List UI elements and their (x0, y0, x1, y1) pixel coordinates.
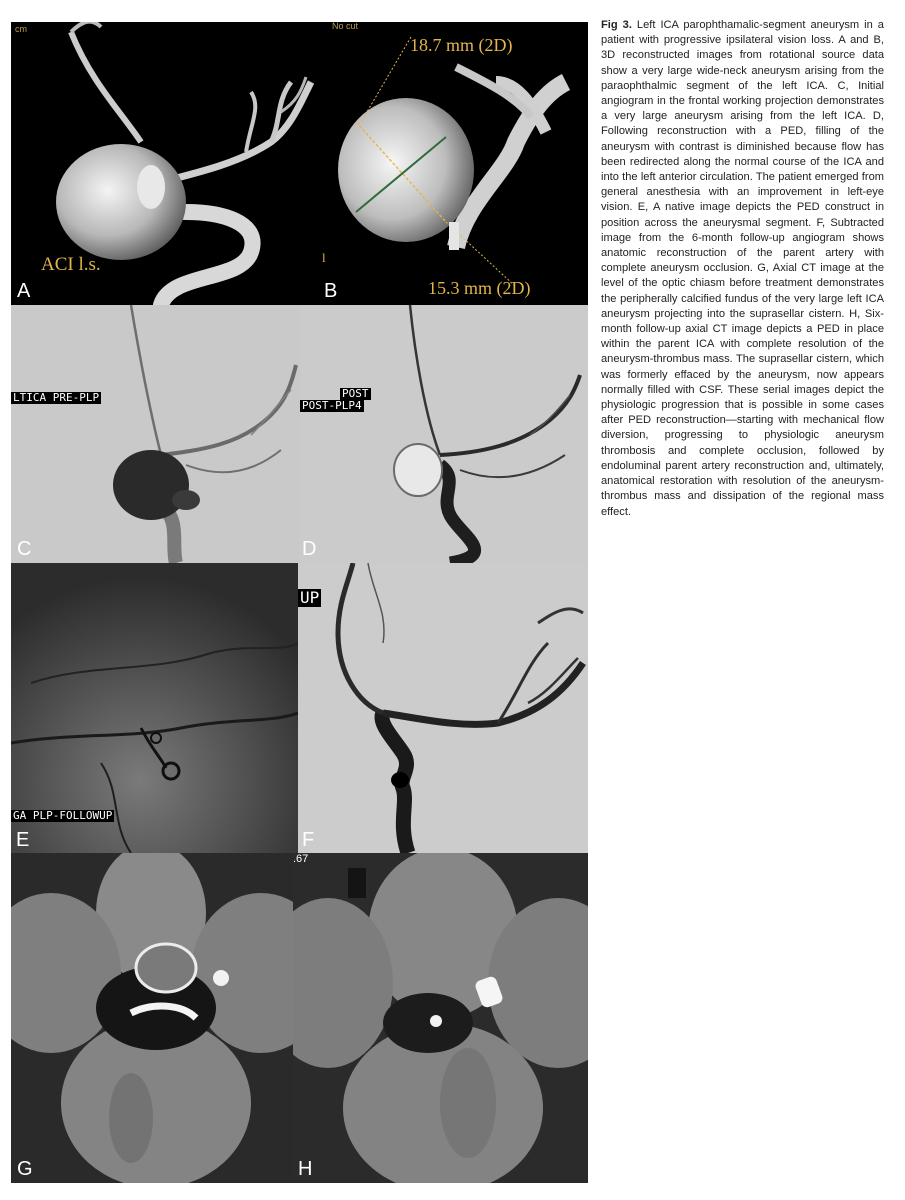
panel-c-angiogram-pre (11, 305, 300, 563)
panel-e-label: E (16, 829, 30, 851)
panel-e-native-image (11, 563, 298, 853)
panel-b-label: B (324, 280, 338, 302)
panel-b-image (316, 22, 588, 305)
panel-a-corner-text: cm (15, 24, 27, 34)
figure-caption (601, 18, 884, 520)
panel-b-corner-text: No cut (332, 22, 359, 31)
panel-b-marker: l (322, 250, 326, 265)
panel-d-overlay-line2: POST-PLP4 (302, 399, 362, 412)
panel-d-overlay-line1: POST (342, 387, 369, 400)
panel-d-angiogram-post (300, 305, 588, 563)
panel-g-axial-ct-pre (11, 853, 293, 1183)
panel-b-3d-measurement (316, 22, 588, 305)
panel-e-overlay-text: GA PLP-FOLLOWUP (13, 809, 113, 822)
panel-c-label: C (17, 538, 32, 560)
panel-h-axial-ct-followup (293, 853, 588, 1183)
panel-b-measure-2: 15.3 mm (2D) (428, 278, 531, 298)
caption-text: Left ICA parophthamalic-segment aneurysm in a patient with progressive ipsilateral vision loss. A and B, 3D reconstructed images from rotational source data show a very large wide-neck aneurysm arising from the paraophthalmic segment of the left ICA. C, Initial angiogram in the frontal working projection demonstrates a very large aneurysm arising from the left ICA. D, Following reconstruction with a PED, filling of the aneurysm with contrast is diminished because flow has been redirected along the normal course of the ICA and into the left anterior circulation. The patient emerged from general anesthesia with an improvement in left-eye vision. E, A native image depicts the PED construct in position across the aneurysmal segment. F, Subtracted image from the 6-month follow-up angiogram shows anatomic reconstruction of the parent artery with complete aneurysm occlusion. G, Axial CT image at the level of the optic chiasm before treatment demonstrates the peripherally calcified fundus of the very large left ICA aneurysm projecting into the suprasellar cistern. H, Six-month follow-up axial CT image depicts a PED in place within the parent ICA with complete resolution of the aneurysm-thrombus mass. The suprasellar cistern, which was formerly effaced by the aneurysm, now appears normally filled with CSF. These serial images depict the physiologic progression that is possible in some cases after PED reconstruction—starting with mechanical flow diversion, progressing to physiologic aneurysm thrombosis and complete occlusion, followed by endoluminal parent artery reconstruction and, ultimately, anatomical restoration with resolution of the aneurysm-thrombus mass and dissipation of the regional mass effect. (601, 19, 884, 518)
panel-f-image (298, 563, 588, 853)
panel-g-label: G (17, 1158, 33, 1180)
panel-b-measure-1: 18.7 mm (2D) (410, 35, 513, 55)
caption-label: Fig 3. (601, 19, 632, 31)
panel-a-3d-reconstruction (11, 22, 316, 305)
panel-g-image (11, 853, 293, 1183)
panel-a-overlay-text: ACI l.s. (41, 254, 101, 275)
panel-d-label: D (302, 538, 317, 560)
panel-f-followup-angiogram (298, 563, 588, 853)
panel-d-image (300, 305, 588, 563)
panel-f-overlay-text: UP (300, 588, 320, 607)
panel-c-overlay-text: LTICA PRE-PLP (13, 391, 100, 404)
panel-h-label: H (298, 1158, 313, 1180)
panel-h-image (293, 853, 588, 1183)
panel-c-image (11, 305, 300, 563)
panel-a-label: A (17, 280, 31, 302)
panel-h-corner-text: .67 (293, 853, 309, 865)
panel-f-label: F (302, 829, 315, 851)
